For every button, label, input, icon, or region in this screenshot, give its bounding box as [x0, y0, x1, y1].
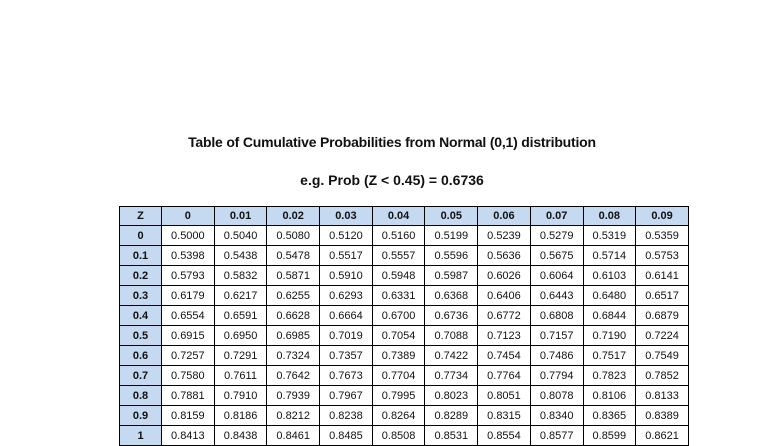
- probability-cell: 0.7764: [478, 366, 531, 386]
- table-row: [120, 306, 689, 326]
- column-header: 0: [162, 207, 215, 226]
- probability-cell: 0.6915: [162, 326, 215, 346]
- table-row: [120, 246, 689, 266]
- probability-cell: 0.5910: [320, 266, 373, 286]
- probability-cell: 0.6736: [425, 306, 478, 326]
- probability-cell: 0.7357: [320, 346, 373, 366]
- z-value-cell: 1: [120, 426, 162, 446]
- z-value-cell: 0.8: [120, 386, 162, 406]
- probability-cell: 0.8106: [583, 386, 636, 406]
- probability-cell: 0.7257: [162, 346, 215, 366]
- table-row: [120, 366, 689, 386]
- probability-cell: 0.8577: [530, 426, 583, 446]
- table-row: [120, 226, 689, 246]
- probability-cell: 0.8365: [583, 406, 636, 426]
- table-row: [120, 406, 689, 426]
- probability-cell: 0.7580: [162, 366, 215, 386]
- probability-cell: 0.8159: [162, 406, 215, 426]
- probability-cell: 0.7019: [320, 326, 373, 346]
- probability-cell: 0.5987: [425, 266, 478, 286]
- column-header: 0.03: [320, 207, 373, 226]
- probability-cell: 0.7673: [320, 366, 373, 386]
- probability-cell: 0.5359: [636, 226, 689, 246]
- probability-cell: 0.6064: [530, 266, 583, 286]
- probability-cell: 0.7881: [162, 386, 215, 406]
- probability-cell: 0.8238: [320, 406, 373, 426]
- probability-cell: 0.8389: [636, 406, 689, 426]
- probability-cell: 0.5239: [478, 226, 531, 246]
- probability-cell: 0.5517: [320, 246, 373, 266]
- probability-cell: 0.6950: [214, 326, 267, 346]
- z-value-cell: 0.9: [120, 406, 162, 426]
- probability-cell: 0.8023: [425, 386, 478, 406]
- probability-cell: 0.5279: [530, 226, 583, 246]
- probability-cell: 0.8413: [162, 426, 215, 446]
- probability-cell: 0.5120: [320, 226, 373, 246]
- probability-cell: 0.6406: [478, 286, 531, 306]
- probability-cell: 0.6255: [267, 286, 320, 306]
- probability-cell: 0.5948: [372, 266, 425, 286]
- probability-cell: 0.5753: [636, 246, 689, 266]
- probability-cell: 0.7157: [530, 326, 583, 346]
- z-value-cell: 0.5: [120, 326, 162, 346]
- probability-cell: 0.5871: [267, 266, 320, 286]
- z-value-cell: 0: [120, 226, 162, 246]
- probability-cell: 0.8508: [372, 426, 425, 446]
- probability-cell: 0.7611: [214, 366, 267, 386]
- table-row: [120, 386, 689, 406]
- page-title: Table of Cumulative Probabilities from Normal (0,1) distribution: [188, 134, 596, 150]
- column-header: Z: [120, 207, 162, 226]
- probability-cell: 0.7967: [320, 386, 373, 406]
- probability-cell: 0.5478: [267, 246, 320, 266]
- column-header: 0.08: [583, 207, 636, 226]
- probability-cell: 0.5080: [267, 226, 320, 246]
- probability-cell: 0.8264: [372, 406, 425, 426]
- probability-cell: 0.6141: [636, 266, 689, 286]
- table-header-row: [120, 207, 689, 226]
- probability-cell: 0.8078: [530, 386, 583, 406]
- probability-cell: 0.5832: [214, 266, 267, 286]
- probability-cell: 0.8051: [478, 386, 531, 406]
- probability-cell: 0.5557: [372, 246, 425, 266]
- z-value-cell: 0.4: [120, 306, 162, 326]
- probability-cell: 0.8531: [425, 426, 478, 446]
- probability-cell: 0.6026: [478, 266, 531, 286]
- probability-cell: 0.7734: [425, 366, 478, 386]
- probability-cell: 0.6293: [320, 286, 373, 306]
- probability-cell: 0.6103: [583, 266, 636, 286]
- probability-cell: 0.7704: [372, 366, 425, 386]
- column-header: 0.06: [478, 207, 531, 226]
- table-row: [120, 426, 689, 446]
- probability-cell: 0.7054: [372, 326, 425, 346]
- probability-cell: 0.6217: [214, 286, 267, 306]
- probability-cell: 0.7324: [267, 346, 320, 366]
- table-row: [120, 326, 689, 346]
- column-header: 0.01: [214, 207, 267, 226]
- probability-cell: 0.6368: [425, 286, 478, 306]
- probability-cell: 0.5040: [214, 226, 267, 246]
- probability-cell: 0.8599: [583, 426, 636, 446]
- probability-cell: 0.7486: [530, 346, 583, 366]
- probability-cell: 0.5000: [162, 226, 215, 246]
- probability-cell: 0.8133: [636, 386, 689, 406]
- probability-cell: 0.5199: [425, 226, 478, 246]
- probability-cell: 0.6628: [267, 306, 320, 326]
- probability-cell: 0.5160: [372, 226, 425, 246]
- z-value-cell: 0.1: [120, 246, 162, 266]
- probability-cell: 0.6443: [530, 286, 583, 306]
- column-header: 0.04: [372, 207, 425, 226]
- probability-cell: 0.7389: [372, 346, 425, 366]
- probability-cell: 0.6879: [636, 306, 689, 326]
- probability-cell: 0.6331: [372, 286, 425, 306]
- probability-cell: 0.8438: [214, 426, 267, 446]
- z-value-cell: 0.3: [120, 286, 162, 306]
- probability-cell: 0.6844: [583, 306, 636, 326]
- z-value-cell: 0.6: [120, 346, 162, 366]
- probability-cell: 0.7123: [478, 326, 531, 346]
- probability-cell: 0.8315: [478, 406, 531, 426]
- probability-cell: 0.7995: [372, 386, 425, 406]
- probability-cell: 0.7852: [636, 366, 689, 386]
- probability-cell: 0.7190: [583, 326, 636, 346]
- probability-cell: 0.7939: [267, 386, 320, 406]
- probability-cell: 0.6591: [214, 306, 267, 326]
- probability-cell: 0.8340: [530, 406, 583, 426]
- table-row: [120, 346, 689, 366]
- probability-cell: 0.7549: [636, 346, 689, 366]
- column-header: 0.09: [636, 207, 689, 226]
- probability-cell: 0.8212: [267, 406, 320, 426]
- probability-cell: 0.7224: [636, 326, 689, 346]
- probability-cell: 0.8554: [478, 426, 531, 446]
- probability-cell: 0.6480: [583, 286, 636, 306]
- probability-cell: 0.7642: [267, 366, 320, 386]
- probability-cell: 0.7823: [583, 366, 636, 386]
- table-row: [120, 266, 689, 286]
- column-header: 0.05: [425, 207, 478, 226]
- probability-cell: 0.6664: [320, 306, 373, 326]
- probability-cell: 0.5596: [425, 246, 478, 266]
- probability-cell: 0.5319: [583, 226, 636, 246]
- probability-cell: 0.8186: [214, 406, 267, 426]
- probability-cell: 0.6179: [162, 286, 215, 306]
- probability-cell: 0.6554: [162, 306, 215, 326]
- probability-cell: 0.6808: [530, 306, 583, 326]
- normal-distribution-table: [119, 206, 689, 446]
- z-value-cell: 0.2: [120, 266, 162, 286]
- probability-cell: 0.7454: [478, 346, 531, 366]
- probability-cell: 0.5636: [478, 246, 531, 266]
- example-caption: e.g. Prob (Z < 0.45) = 0.6736: [300, 172, 484, 188]
- probability-cell: 0.7088: [425, 326, 478, 346]
- probability-cell: 0.5398: [162, 246, 215, 266]
- probability-cell: 0.6772: [478, 306, 531, 326]
- probability-cell: 0.7910: [214, 386, 267, 406]
- z-value-cell: 0.7: [120, 366, 162, 386]
- probability-cell: 0.7291: [214, 346, 267, 366]
- probability-cell: 0.8485: [320, 426, 373, 446]
- probability-cell: 0.5675: [530, 246, 583, 266]
- probability-cell: 0.8621: [636, 426, 689, 446]
- probability-cell: 0.7422: [425, 346, 478, 366]
- probability-cell: 0.5793: [162, 266, 215, 286]
- probability-cell: 0.6985: [267, 326, 320, 346]
- probability-cell: 0.8289: [425, 406, 478, 426]
- probability-cell: 0.8461: [267, 426, 320, 446]
- column-header: 0.07: [530, 207, 583, 226]
- table-row: [120, 286, 689, 306]
- column-header: 0.02: [267, 207, 320, 226]
- probability-cell: 0.6517: [636, 286, 689, 306]
- probability-cell: 0.6700: [372, 306, 425, 326]
- probability-cell: 0.5438: [214, 246, 267, 266]
- probability-cell: 0.7794: [530, 366, 583, 386]
- probability-cell: 0.7517: [583, 346, 636, 366]
- probability-cell: 0.5714: [583, 246, 636, 266]
